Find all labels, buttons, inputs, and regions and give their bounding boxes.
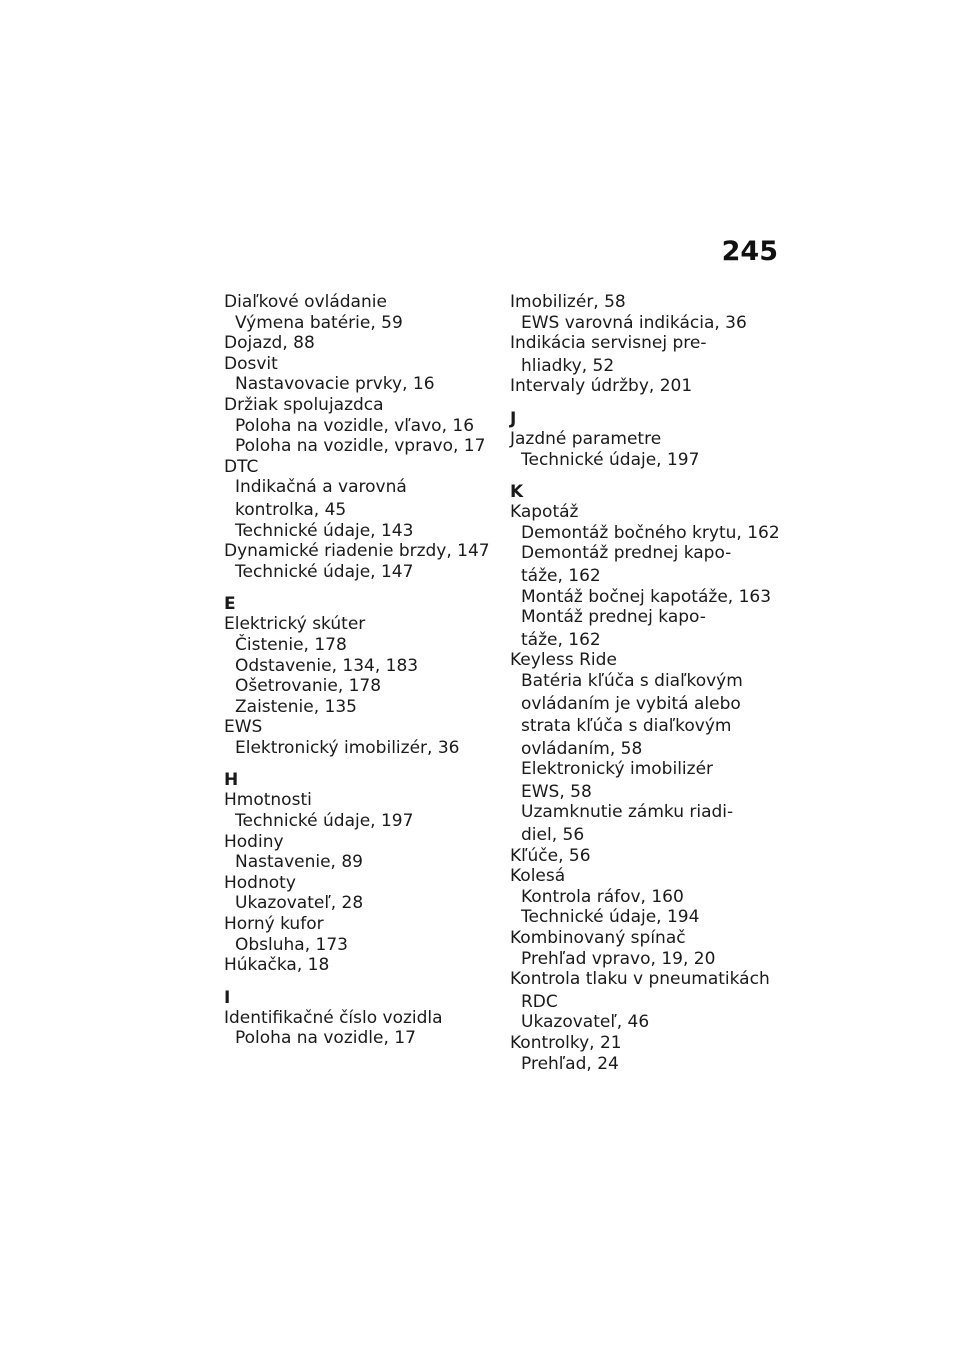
index-subentry-line: Ukazovateľ, 28 [235, 893, 364, 914]
index-term: Držiak spolujazdca [224, 394, 384, 415]
index-subentry-line: diel, 56 [521, 825, 585, 846]
index-term: Kolesá [510, 866, 566, 887]
index-subentry-line: Demontáž prednej kapo- [521, 543, 732, 564]
index-term: Imobilizér, 58 [510, 292, 626, 312]
index-term: Kľúče, 56 [510, 845, 591, 866]
index-term: Kontrola tlaku v pneumatikách [510, 969, 770, 990]
index-column-right [510, 292, 785, 1074]
index-term: Húkačka, 18 [224, 955, 330, 976]
index-subentry [224, 676, 499, 697]
index-subentry [510, 1054, 785, 1075]
index-subentry [224, 436, 499, 457]
index-subentry-line: Ošetrovanie, 178 [235, 676, 382, 697]
index-subentry [510, 887, 785, 908]
index-subentry-line: Čistenie, 178 [235, 634, 347, 655]
index-subentry-line: Technické údaje, 194 [521, 907, 700, 928]
index-subentry-line: Uzamknutie zámku riadi- [521, 802, 734, 823]
index-letter-heading: H [224, 770, 239, 791]
index-term: Elektrický skúter [224, 614, 366, 635]
index-entry [224, 292, 499, 333]
index-term: Dosvit [224, 353, 278, 374]
index-subentry-line: Montáž bočnej kapotáže, 163 [521, 586, 772, 607]
index-subentry [224, 893, 499, 914]
index-entry [510, 969, 785, 1033]
index-subentry-line: Indikačná a varovná [235, 477, 407, 498]
index-subentry-line: Odstavenie, 134, 183 [235, 655, 419, 676]
index-entry [510, 502, 785, 650]
index-subentry-line: Prehľad, 24 [521, 1053, 619, 1074]
index-subentry [224, 656, 499, 677]
index-subentry-line: Kontrola ráfov, 160 [521, 886, 684, 907]
index-term: Jazdné parametre [510, 428, 662, 449]
page-number: 245 [721, 236, 778, 267]
index-subentry [510, 587, 785, 608]
index-subentry [510, 313, 785, 334]
index-subentry [510, 607, 785, 650]
index-subentry [510, 450, 785, 471]
index-entry [224, 614, 499, 717]
index-term-continuation: RDC [521, 991, 558, 1012]
index-letter-heading: E [224, 594, 236, 615]
index-entry [224, 395, 499, 457]
index-term-continuation: hliadky, 52 [521, 355, 615, 376]
index-subentry [224, 477, 499, 520]
index-entry [510, 846, 785, 867]
index-entry [510, 376, 785, 397]
index-entry [510, 866, 785, 928]
index-subentry-line: Elektronický imobilizér, 36 [235, 737, 460, 758]
index-term: Hodiny [224, 831, 284, 852]
index-subentry-line: Ukazovateľ, 46 [521, 1012, 650, 1033]
index-subentry-line: Poloha na vozidle, vpravo, 17 [235, 436, 486, 457]
index-term: Intervaly údržby, 201 [510, 376, 693, 397]
index-subentry [510, 949, 785, 970]
index-entry [224, 717, 499, 758]
index-entry [224, 873, 499, 914]
index-subentry-line: Poloha na vozidle, 17 [235, 1028, 416, 1049]
index-letter-heading: J [510, 408, 517, 429]
index-subentry-line: strata kľúča s diaľkovým [521, 716, 732, 737]
index-subentry [224, 416, 499, 437]
index-subentry-line: EWS, 58 [521, 781, 592, 802]
index-subentry-line: Elektronický imobilizér [521, 759, 714, 780]
index-entry [224, 541, 499, 582]
index-term: Hodnoty [224, 872, 296, 893]
index-term: Dynamické riadenie brzdy, 147 [224, 541, 490, 562]
index-subentry-line: Nastavenie, 89 [235, 852, 363, 873]
index-subentry [224, 811, 499, 832]
index-entry [224, 914, 499, 955]
index-entry [510, 650, 785, 845]
index-entry [510, 1033, 785, 1074]
index-subentry [510, 759, 785, 802]
index-entry [510, 429, 785, 470]
index-subentry-line: Výmena batérie, 59 [235, 312, 403, 333]
index-entry [224, 333, 499, 354]
index-subentry [224, 738, 499, 759]
index-subentry [224, 1028, 499, 1049]
index-subentry [224, 635, 499, 656]
index-subentry-line: Obsluha, 173 [235, 934, 348, 955]
index-term: Kontrolky, 21 [510, 1033, 622, 1053]
index-entry [224, 832, 499, 873]
index-subentry-line: Prehľad vpravo, 19, 20 [521, 948, 716, 969]
index-subentry-line: Batéria kľúča s diaľkovým [521, 670, 743, 691]
index-term: Kombinovaný spínač [510, 928, 686, 949]
index-term: Diaľkové ovládanie [224, 292, 387, 312]
index-entry [224, 354, 499, 395]
index-subentry [224, 313, 499, 334]
index-subentry [510, 907, 785, 928]
index-subentry [224, 697, 499, 718]
index-entry [224, 1008, 499, 1049]
index-subentry [510, 802, 785, 845]
index-subentry-line: Poloha na vozidle, vľavo, 16 [235, 415, 475, 436]
index-subentry-line: Technické údaje, 143 [235, 520, 414, 541]
index-entry [224, 790, 499, 831]
index-subentry [510, 543, 785, 586]
index-term: Indikácia servisnej pre- [510, 333, 707, 354]
index-subentry-line: ovládaním, 58 [521, 738, 643, 759]
index-subentry [510, 1012, 785, 1033]
index-subentry-line: táže, 162 [521, 565, 601, 586]
index-subentry [224, 852, 499, 873]
index-subentry-line: Technické údaje, 197 [521, 449, 700, 470]
index-subentry [224, 935, 499, 956]
index-term: EWS [224, 717, 263, 738]
index-term: DTC [224, 456, 259, 477]
index-subentry-line: EWS varovná indikácia, 36 [521, 312, 747, 333]
index-subentry [510, 671, 785, 759]
index-subentry [224, 374, 499, 395]
index-subentry-line: Nastavovacie prvky, 16 [235, 374, 435, 395]
index-term: Identifikačné číslo vozidla [224, 1007, 443, 1028]
index-subentry [224, 562, 499, 583]
index-letter-heading: I [224, 987, 231, 1008]
index-subentry-line: ovládaním je vybitá alebo [521, 693, 741, 714]
index-subentry-line: Technické údaje, 147 [235, 561, 414, 582]
index-subentry-line: Montáž prednej kapo- [521, 607, 706, 628]
index-column-left [224, 292, 499, 1049]
index-term: Kapotáž [510, 502, 579, 523]
index-entry [224, 457, 499, 541]
index-term: Dojazd, 88 [224, 333, 315, 354]
index-entry [224, 955, 499, 976]
index-subentry-line: kontrolka, 45 [235, 499, 347, 520]
index-entry [510, 292, 785, 333]
index-term: Keyless Ride [510, 650, 617, 671]
index-entry [510, 333, 785, 376]
index-subentry [510, 523, 785, 544]
index-entry [510, 928, 785, 969]
index-term: Hmotnosti [224, 790, 312, 811]
index-subentry-line: Demontáž bočného krytu, 162 [521, 522, 780, 543]
index-term: Horný kufor [224, 914, 324, 935]
index-subentry-line: Technické údaje, 197 [235, 811, 414, 832]
index-subentry-line: táže, 162 [521, 629, 601, 650]
index-subentry [224, 521, 499, 542]
index-subentry-line: Zaistenie, 135 [235, 696, 357, 717]
index-letter-heading: K [510, 482, 524, 503]
